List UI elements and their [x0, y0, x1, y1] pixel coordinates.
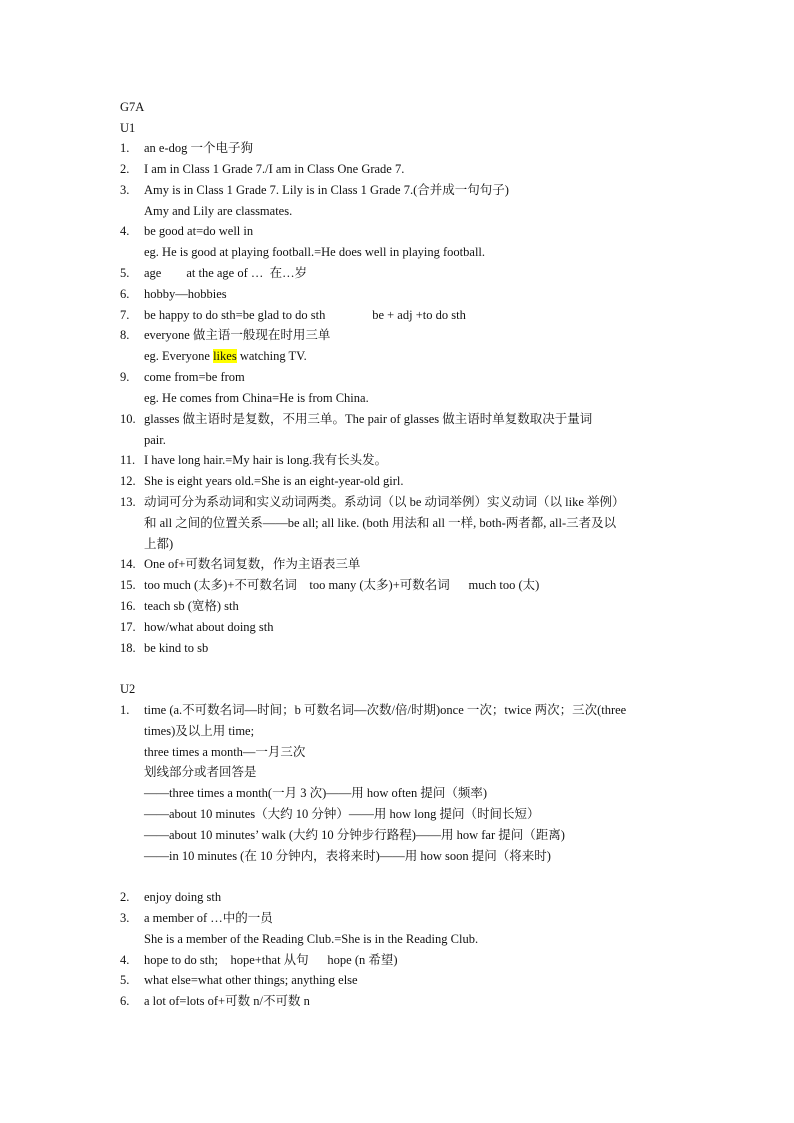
- item-continuation: 上都): [144, 537, 174, 551]
- item-number: 11.: [120, 453, 136, 467]
- item-text: an e-dog 一个电子狗: [144, 141, 254, 155]
- item-number: 3.: [120, 183, 130, 197]
- item-continuation: pair.: [144, 433, 166, 447]
- item-text: Amy is in Class 1 Grade 7. Lily is in Class 1 Grade 7.(合并成一句句子): [144, 183, 509, 197]
- item-text: I have long hair.=My hair is long.我有长头发。: [144, 453, 388, 467]
- item-text: come from=be from: [144, 370, 245, 384]
- item-example: three times a month—一月三次: [144, 745, 306, 759]
- item-example: She is a member of the Reading Club.=She is in the Reading Club.: [144, 932, 479, 946]
- item-number: 3.: [120, 911, 130, 925]
- item-number: 17.: [120, 620, 136, 634]
- item-text: enjoy doing sth: [144, 890, 222, 904]
- item-continuation: 和 all 之间的位置关系——be all; all like. (both 用法和 all 一样, both-两者都, all-三者及以: [144, 516, 617, 530]
- item-continuation: times)及以上用 time;: [144, 724, 255, 738]
- item-text: be happy to do sth=be glad to do sth be + adj +to do sth: [144, 308, 466, 322]
- item-number: 12.: [120, 474, 136, 488]
- item-text: teach sb (宽格) sth: [144, 599, 239, 613]
- highlighted-word: likes: [213, 349, 237, 363]
- item-number: 1.: [120, 141, 130, 155]
- item-text: glasses 做主语时是复数，不用三单。The pair of glasses 做主语时单复数取决于量词: [144, 412, 593, 426]
- item-text: 动词可分为系动词和实义动词两类。系动词（以 be 动词举例）实义动词（以 like 举例）: [144, 495, 625, 509]
- item-number: 14.: [120, 557, 136, 571]
- item-number: 2.: [120, 890, 130, 904]
- item-text: a member of …中的一员: [144, 911, 273, 925]
- item-number: 6.: [120, 994, 130, 1008]
- item-text: hope to do sth; hope+that 从句 hope (n 希望): [144, 953, 398, 967]
- item-number: 5.: [120, 973, 130, 987]
- item-number: 13.: [120, 495, 136, 509]
- item-text: hobby—hobbies: [144, 287, 227, 301]
- item-number: 10.: [120, 412, 136, 426]
- section-heading-u1: U1: [120, 121, 136, 135]
- example-text: watching TV.: [236, 349, 307, 363]
- item-text: age at the age of … 在…岁: [144, 266, 308, 280]
- item-number: 15.: [120, 578, 136, 592]
- item-example: Amy and Lily are classmates.: [144, 204, 293, 218]
- item-example: eg. He is good at playing football.=He does well in playing football.: [144, 245, 486, 259]
- item-text: everyone 做主语一般现在时用三单: [144, 328, 331, 342]
- item-note: ——about 10 minutes’ walk (大约 10 分钟步行路程)——用 how far 提问（距离): [144, 828, 565, 842]
- item-number: 8.: [120, 328, 130, 342]
- item-text: what else=what other things; anything else: [144, 973, 358, 987]
- item-note: ——three times a month(一月 3 次)——用 how often 提问（频率): [144, 786, 488, 800]
- item-number: 5.: [120, 266, 130, 280]
- item-number: 2.: [120, 162, 130, 176]
- item-number: 1.: [120, 703, 130, 717]
- document-title: G7A: [120, 100, 145, 114]
- section-heading-u2: U2: [120, 682, 136, 696]
- item-number: 16.: [120, 599, 136, 613]
- item-number: 4.: [120, 953, 130, 967]
- item-number: 6.: [120, 287, 130, 301]
- item-number: 18.: [120, 641, 136, 655]
- item-text: be good at=do well in: [144, 224, 254, 238]
- item-text: time (a.不可数名词—时间；b 可数名词—次数/倍/时期)once 一次；twice 两次；三次(three: [144, 703, 627, 717]
- item-text: One of+可数名词复数，作为主语表三单: [144, 557, 361, 571]
- item-text: I am in Class 1 Grade 7./I am in Class One Grade 7.: [144, 162, 405, 176]
- item-example: eg. He comes from China=He is from China.: [144, 391, 369, 405]
- item-note: ——in 10 minutes (在 10 分钟内，表将来时)——用 how soon 提问（将来时): [144, 849, 551, 863]
- item-number: 4.: [120, 224, 130, 238]
- item-note: 划线部分或者回答是: [144, 765, 257, 779]
- item-text: too much (太多)+不可数名词 too many (太多)+可数名词 much too (太): [144, 578, 540, 592]
- item-text: how/what about doing sth: [144, 620, 274, 634]
- item-number: 9.: [120, 370, 130, 384]
- item-example: [144, 346, 307, 366]
- item-text: be kind to sb: [144, 641, 209, 655]
- example-text: eg. Everyone: [144, 349, 214, 363]
- item-text: She is eight years old.=She is an eight-year-old girl.: [144, 474, 404, 488]
- item-number: 7.: [120, 308, 130, 322]
- item-text: a lot of=lots of+可数 n/不可数 n: [144, 994, 310, 1008]
- item-note: ——about 10 minutes（大约 10 分钟）——用 how long 提问（时间长短）: [144, 807, 540, 821]
